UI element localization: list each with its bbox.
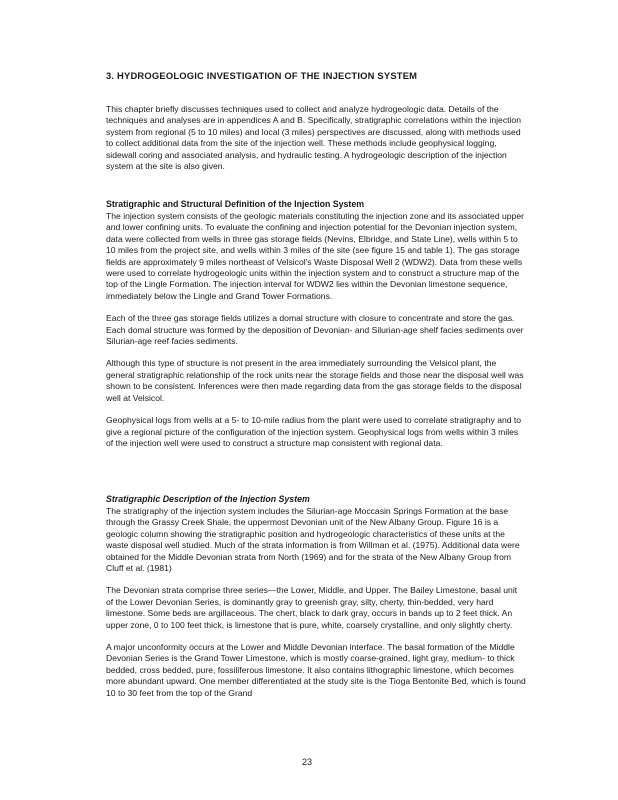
section1-paragraph-2: Each of the three gas storage fields utilizes a domal structure with closure to concentrate and store the gas. Each domal structure was formed by the deposition of Devonian- and Silurian-age shelf facies sediments over Silurian-age reef facies sediments. — [106, 313, 524, 347]
page-number: 23 — [302, 757, 313, 767]
chapter-title: 3. HYDROGEOLOGIC INVESTIGATION OF THE INJECTION SYSTEM — [106, 70, 418, 81]
section1-paragraph-1: The injection system consists of the geologic materials constituting the injection zone and its associated upper and lower confining units. To evaluate the confining and injection potential for the Devonian injection system, data were collected from wells in three gas storage fields (Nevins, Elbridge, and State Line), wells within 5 to 10 miles from the project site, and wells within 3 miles of the site (see figure 15 and table 1). The gas storage fields are approximately 9 miles northeast of Velsicol's Waste Disposal Well 2 (WDW2). Data from these wells were used to correlate hydrogeologic units within the injection system and to construct a structure map of the top of the Lingle Formation. The injection interval for WDW2 lies within the Devonian limestone sequence, immediately below the Lingle and Grand Tower Formations. — [106, 211, 524, 301]
section-heading-structural-definition: Stratigraphic and Structural Definition of the Injection System — [106, 199, 365, 209]
section1-paragraph-3: Although this type of structure is not present in the area immediately surrounding the Velsicol plant, the general stratigraphic relationship of the rock units near the storage fields and those near the disposal well was shown to be consistent. Inferences were then made regarding data from the gas storage fields to the disposal well at Velsicol. — [106, 358, 524, 403]
section2-body — [106, 506, 526, 699]
section1-paragraph-4: Geophysical logs from wells at a 5- to 10-mile radius from the plant were used to correlate stratigraphy and to give a regional picture of the configuration of the injection system. Geophysical logs from wells within 3 miles of the injection well were used to construct a structure map consistent with regional data. — [106, 415, 522, 448]
section2-paragraph-3: A major unconformity occurs at the Lower and Middle Devonian interface. The basal formation of the Middle Devonian Series is the Grand Tower Limestone, which is mostly coarse-grained, light gray, medium- to thick bedded, cross bedded, pure, fossiliferous limestone. It also contains lithographic limestone, which becomes more abundant upward. One member differentiated at the study site is the Tioga Bentonite Bed, which is found 10 to 30 feet from the top of the Grand — [106, 642, 526, 698]
intro-text: This chapter briefly discusses techniques used to collect and analyze hydrogeologic data. Details of the techniques and analyses are in appendices A and B. Specifically, stratigraphic correlations within the injection system from regional (5 to 10 miles) and local (3 miles) perspectives are discussed, along with methods used to collect additional data from the site of the injection well. These methods include geophysical logging, sidewall coring and associated analysis, and hydraulic testing. A hydrogeologic description of the injection system at the site is also given. — [106, 104, 521, 172]
intro-paragraph — [106, 104, 526, 172]
section-heading-stratigraphic-description: Stratigraphic Description of the Injection System — [106, 494, 310, 504]
section1-body — [106, 211, 526, 449]
section2-paragraph-1: The stratigraphy of the injection system includes the Silurian-age Moccasin Springs Formation at the base through the Grassy Creek Shale, the uppermost Devonian unit of the New Albany Group. Figure 16 is a geologic column showing the stratigraphic position and hydrogeologic characteristics of these units at the waste disposal well studied. Much of the strata information is from Willman et al. (1975). Additional data were obtained for the Middle Devonian strata from North (1969) and for the strata of the New Albany Group from Cluff et al. (1981) — [106, 506, 520, 574]
section2-paragraph-2: The Devonian strata comprise three series—the Lower, Middle, and Upper. The Bailey Limestone, basal unit of the Lower Devonian Series, is dominantly gray to greenish gray, silty, cherty, thin-bedded, very hard limestone. Some beds are argillaceous. The chert, black to dark gray, occurs in bands up to 2 feet thick. An upper zone, 0 to 100 feet thick, is limestone that is pure, white, coarsely crystalline, and only slightly cherty. — [106, 585, 518, 630]
